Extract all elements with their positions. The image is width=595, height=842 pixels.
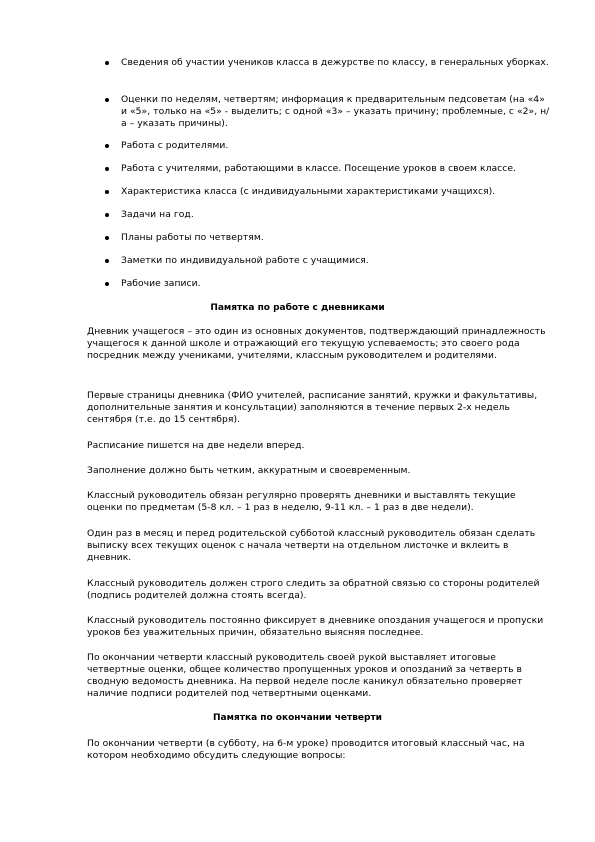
list-item-text: Рабочие записи.	[121, 278, 201, 289]
list-item-text: Работа с учителями, работающими в классе. Посещение уроков в своем классе.	[121, 163, 517, 174]
paragraph: Классный руководитель обязан регулярно проверять дневники и выставлять текущие оценки по предметам (5-8 кл. – 1 раз в неделю, 9-11 кл. – 1 раз в две недели).	[87, 490, 516, 513]
section-heading: Памятка по окончании четверти	[213, 713, 382, 723]
section-heading: Памятка по работе с дневниками	[210, 303, 385, 313]
list-item-text: Оценки по неделям, четвертям; информация к предварительным педсоветам (на «4» и «5», только на «5» - выделить; с одной «3» – указать причину; проблемные, с «2», н/а – указать причины).	[121, 94, 550, 129]
paragraph: Один раз в месяц и перед родительской субботой классный руководитель обязан сделать выписку всех текущих оценок с начала четверти на отдельном листочке и вклеить в дневник.	[87, 528, 536, 563]
paragraph: По окончании четверти (в субботу, на 6-м уроке) проводится итоговый классный час, на котором необходимо обсудить следующие вопросы:	[87, 738, 525, 761]
bullet-icon	[105, 190, 109, 194]
paragraph: Дневник учащегося – это один из основных документов, подтверждающий принадлежность учащегося к данной школе и отражающий его текущую успеваемость; это своего рода посредник между учениками, учителями, классным руководителем и родителями.	[87, 326, 546, 361]
bullet-icon	[105, 213, 109, 217]
bullet-icon	[105, 98, 109, 102]
paragraph: Первые страницы дневника (ФИО учителей, расписание занятий, кружки и факультативы, дополнительные занятия и консультации) заполняются в течение первых 2-х недель сентября (т.е. до 15 сентября).	[87, 390, 538, 425]
bullet-icon	[105, 167, 109, 171]
list-item-text: Характеристика класса (с индивидуальными характеристиками учащихся).	[121, 186, 496, 197]
list-item-text: Сведения об участии учеников класса в дежурстве по классу, в генеральных уборках.	[121, 57, 549, 68]
paragraph: Заполнение должно быть четким, аккуратным и своевременным.	[87, 465, 411, 476]
list-item-text: Задачи на год.	[121, 209, 194, 220]
paragraph: Классный руководитель должен строго следить за обратной связью со стороны родителей (подпись родителей должна стоять всегда).	[87, 578, 540, 601]
bullet-icon	[105, 259, 109, 263]
list-item-text: Работа с родителями.	[121, 140, 229, 151]
bullet-icon	[105, 282, 109, 286]
bullet-icon	[105, 61, 109, 65]
bullet-icon	[105, 236, 109, 240]
bullet-icon	[105, 144, 109, 148]
paragraph: По окончании четверти классный руководитель своей рукой выставляет итоговые четвертные оценки, общее количество пропущенных уроков и опозданий за четверть в сводную ведомость дневника. На первой неделе после каникул обязательно проверяет наличие подписи родителей под четвертными оценками.	[87, 652, 523, 699]
list-item-text: Планы работы по четвертям.	[121, 232, 264, 243]
paragraph: Классный руководитель постоянно фиксирует в дневнике опоздания учащегося и пропуски уроков без уважительных причин, обязательно выясняя последнее.	[87, 615, 544, 638]
list-item-text: Заметки по индивидуальной работе с учащимися.	[121, 255, 369, 266]
paragraph: Расписание пишется на две недели вперед.	[87, 440, 305, 451]
